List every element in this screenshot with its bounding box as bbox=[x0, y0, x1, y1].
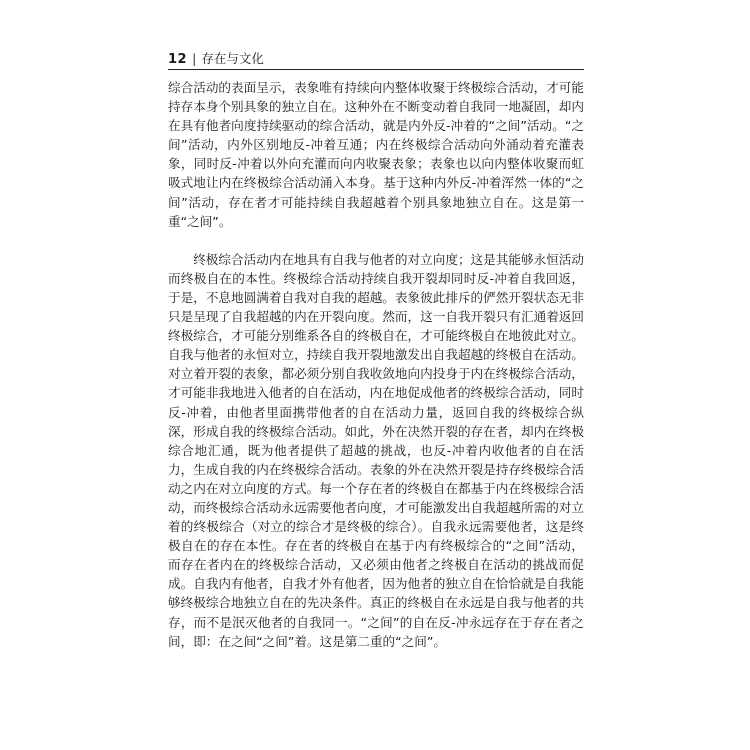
body-text bbox=[168, 78, 584, 651]
page-number: 12 bbox=[168, 52, 188, 67]
header-rule bbox=[168, 69, 584, 70]
running-header bbox=[168, 49, 264, 69]
header-separator: | bbox=[192, 51, 197, 66]
book-title: 存在与文化 bbox=[201, 51, 264, 66]
paragraph: 终极综合活动内在地具有自我与他者的对立向度；这是其能够永恒活动而终极自在的本性。终极综合活动持续自我开裂却同时反-冲着自我回返，于是，不息地圆满着自我对自我的超越。表象彼此排斥的俨然开裂状态无非只是呈现了自我超越的内在开裂向度。然而，这一自我开裂只有汇通着返回终极综合，才可能分别维系各自的终极自在，才可能终极自在地彼此对立。自我与他者的永恒对立，持续自我开裂地激发出自我超越的终极自在活动。对立着开裂的表象，都必须分别自我收敛地向内投身于内在终极综合活动，才可能非我地进入他者的自在活动，内在地促成他者的终极综合活动，同时反-冲着，由他者里面携带他者的自在活动力量，返回自我的终极综合纵深，形成自我的终极综合活动。如此，外在决然开裂的存在者，却内在终极综合地汇通，既为他者提供了超越的挑战，也反-冲着内收他者的自在活力，生成自我的内在终极综合活动。表象的外在决然开裂是持存终极综合活动之内在对立向度的方式。每一个存在者的终极自在都基于内在终极综合活动，而终极综合活动永远需要他者向度，才可能激发出自我超越所需的对立着的终极综合（对立的综合才是终极的综合）。自我永远需要他者，这是终极自在的存在本性。存在者的终极自在基于内有终极综合的“之间”活动，而存在者内在的终极综合活动，又必须由他者之终极自在活动的挑战而促成。自我内有他者，自我才外有他者，因为他者的独立自在恰恰就是自我能够终极综合地独立自在的先决条件。真正的终极自在永远是自我与他者的共存，而不是泯灭他者的自我同一。“之间”的自在反-冲永远存在于存在者之间，即：在之间“之间”着。这是第二重的“之间”。 bbox=[168, 251, 584, 649]
paragraph-continued: 综合活动的表面呈示，表象唯有持续向内整体收聚于终极综合活动，才可能持存本身个别具象的独立自在。这种外在不断变动着自我同一地凝固，却内在具有他者向度持续驱动的综合活动，就是内外反-冲着的“之间”活动。“之间”活动，内外区别地反-冲着互通；内在终极综合活动向外涌动着充灌表象，同时反-冲着以外向充灌而向内收聚表象；表象也以向内整体收聚而虹吸式地让内在终极综合活动涌入本身。基于这种内外反-冲着浑然一体的“之间”活动，存在者才可能持续自我超越着个别具象地独立自在。这是第一重“之间”。 bbox=[168, 80, 584, 229]
